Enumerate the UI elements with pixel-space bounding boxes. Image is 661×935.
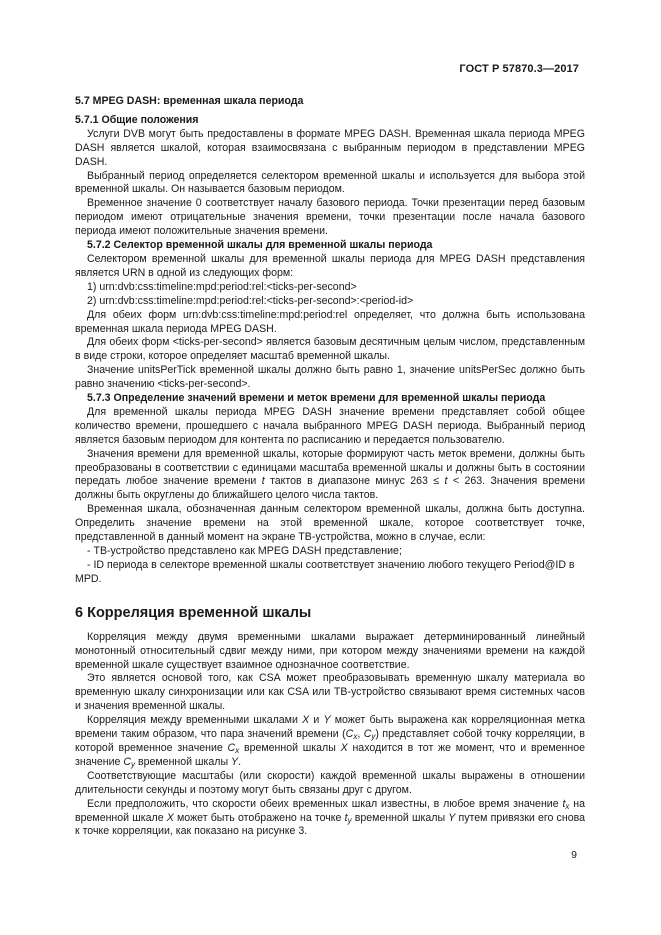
- paragraph: Если предположить, что скорости обеих временных шкал известны, в любое время значение $t_x$ на временной шкале X может быть отображено на точке $t_y$ временной шкалы Y путем привязки его снова к точке корреляции, как показано на рисунке 3.: [75, 797, 586, 838]
- paragraph: Это является основой того, как CSA может преобразовывать временную шкалу материала во временную шкалу синхронизации или как CSA или ТВ-устройство связывают время системных часов и значения временной шкалы.: [75, 672, 585, 713]
- section-5-7-1-heading: 5.7.1 Общие положения: [75, 113, 199, 126]
- section-5-7-heading: 5.7 MPEG DASH: временная шкала периода: [75, 95, 304, 107]
- paragraph: Временное значение 0 соответствует началу базового периода. Точки презентации перед базовым периодом имеют отрицательные значения времени, точки презентации после начала базового периода имеют положительные значения времени.: [75, 197, 585, 238]
- paragraph: Значение unitsPerTick временной шкалы должно быть равно 1, значение unitsPerSec должно быть равно значению <ticks-per-second>.: [75, 364, 585, 391]
- paragraph: Корреляция между двумя временными шкалами выражает детерминированный линейный монотонный относительный сдвиг между ними, при котором между значениями времени на каждой временной шкале существует взаимное однозначное соответствие.: [75, 630, 585, 671]
- list-item: - ID периода в селекторе временной шкалы соответствует значению любого текущего Period@ID в MPD.: [75, 558, 575, 585]
- paragraph: Выбранный период определяется селектором временной шкалы и используется для выбора этой временной шкалы. Он называется базовым периодом.: [75, 169, 585, 196]
- page-number: 9: [571, 849, 577, 861]
- paragraph: Соответствующие масштабы (или скорости) каждой временной шкалы выражены в отношении длительности секунды и поэтому могут быть связаны друг с другом.: [75, 769, 585, 796]
- standard-code: ГОСТ Р 57870.3—2017: [459, 63, 579, 75]
- paragraph: Временная шкала, обозначенная данным селектором временной шкалы, должна быть доступна. Определить значение времени на этой временной шкале, которое соответствует точке, представленной в данный момент на экране ТВ-устройства, можно в случае, если:: [75, 503, 585, 544]
- section-5-7-2-heading: 5.7.2 Селектор временной шкалы для временной шкалы периода: [87, 239, 433, 252]
- paragraph: Услуги DVB могут быть предоставлены в формате MPEG DASH. Временная шкала периода MPEG DASH является шкалой, которая взаимосвязана с выбранным периодом в представлении MPEG DASH.: [75, 127, 585, 168]
- section-5-7-3-heading: 5.7.3 Определение значений времени и меток времени для временной шкалы периода: [87, 392, 546, 405]
- paragraph: Для обеих форм <ticks-per-second> является базовым десятичным целым числом, представленным в виде строки, которое определяет масштаб временной шкалы.: [75, 336, 585, 363]
- paragraph: Селектором временной шкалы для временной шкалы периода для MPEG DASH представления является URN в одной из следующих форм:: [75, 252, 585, 279]
- section-6-heading: 6 Корреляция временной шкалы: [75, 604, 312, 621]
- paragraph: Для временной шкалы периода MPEG DASH значение времени представляет собой общее количество времени, прошедшего с начала выбранного MPEG DASH периода. Выбранный период является базовым периодом для контента по расписанию и передается пользователю.: [75, 405, 585, 446]
- paragraph: Значения времени для временной шкалы, которые формируют часть меток времени, должны быть преобразованы в соответствии с единицами масштаба временной шкалы и должны быть в состоянии передать любое значение времени t тактов в диапазоне минус 263 ≤ t < 263. Значения времени должны быть округлены до ближайшего целого числа тактов.: [75, 447, 586, 502]
- paragraph: Для обеих форм urn:dvb:css:timeline:mpd:period:rel определяет, что должна быть использована временная шкала периода MPEG DASH.: [75, 308, 585, 335]
- body-text: [75, 95, 585, 839]
- list-item: - ТВ-устройство представлено как MPEG DASH представление;: [87, 545, 402, 557]
- urn-form-2: 2) urn:dvb:css:timeline:mpd:period:rel:<ticks-per-second>:<period-id>: [87, 294, 414, 307]
- urn-form-1: 1) urn:dvb:css:timeline:mpd:period:rel:<ticks-per-second>: [87, 280, 357, 293]
- paragraph: Корреляция между временными шкалами X и Y может быть выражена как корреляционная метка времени таким образом, что пара значений времени ($C_x$, $C_y$) представляет собой точку корреляции, в которой временное значение $C_x$ временной шкалы X находится в тот же момент, что и временное значение $C_y$ временной шкалы Y.: [75, 714, 586, 769]
